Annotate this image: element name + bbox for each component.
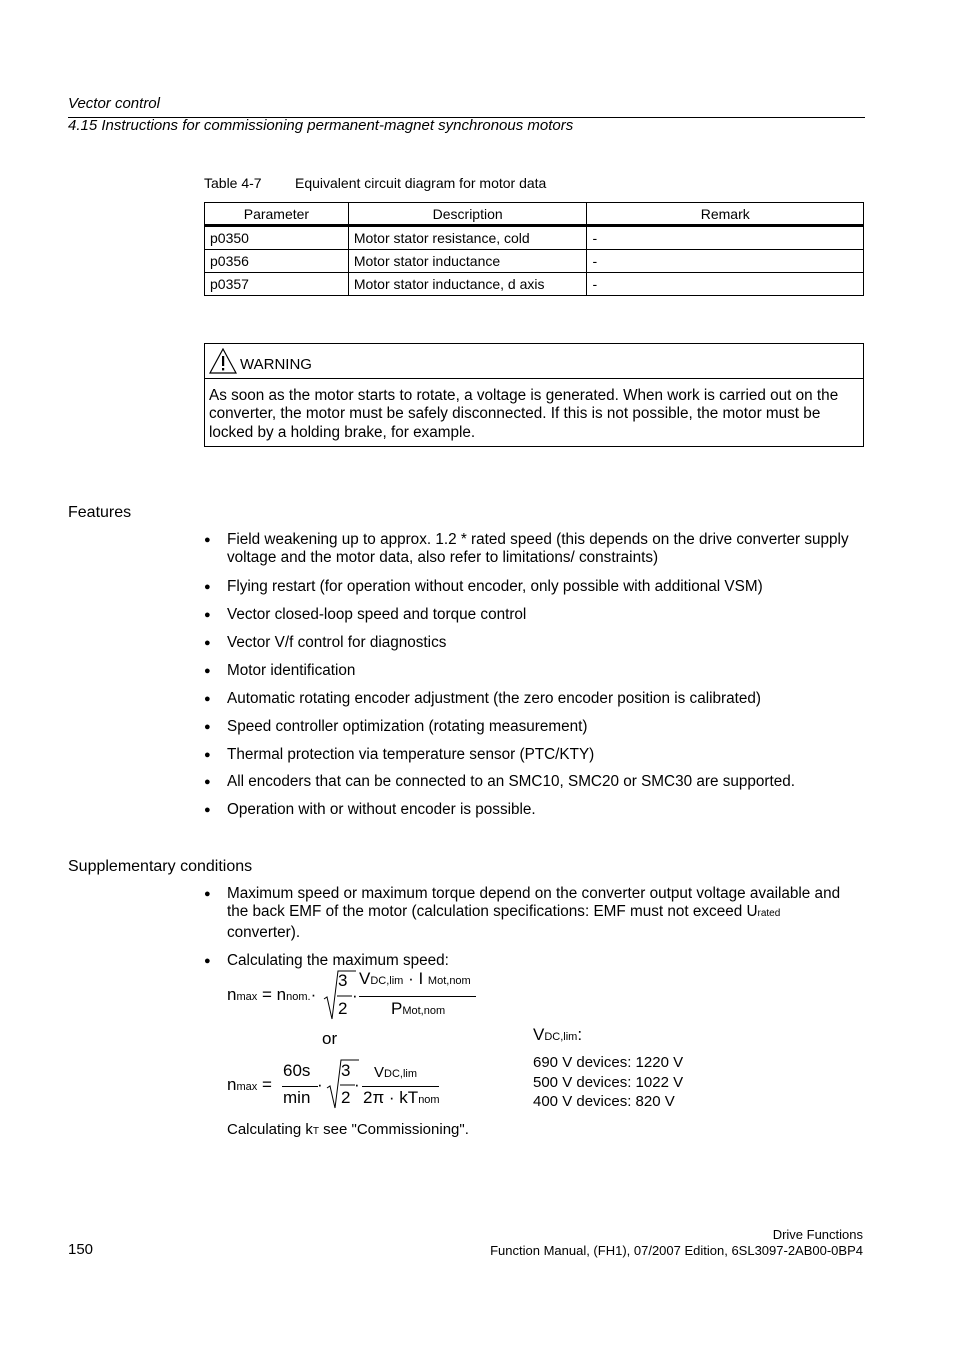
sqrt-numerator: 3 xyxy=(341,1061,351,1080)
table-cell: Motor stator inductance, d axis xyxy=(348,273,587,296)
time-fraction-numerator: 60s xyxy=(283,1061,311,1080)
list-item: ● Operation with or without encoder is possible. xyxy=(204,801,854,819)
table-cell: Motor stator inductance xyxy=(348,250,587,273)
warning-header xyxy=(205,344,863,379)
column-header: Remark xyxy=(587,203,864,226)
list-item: ● Thermal protection via temperature sensor (PTC/KTY) xyxy=(204,746,854,764)
table-row xyxy=(205,273,864,296)
supplementary-list xyxy=(204,885,854,970)
list-item-text: converter). xyxy=(227,923,301,941)
features-list xyxy=(204,531,854,820)
time-fraction-denominator: min xyxy=(283,1088,311,1107)
footer-doc-title: Drive Functions xyxy=(772,1227,863,1242)
table-cell: - xyxy=(587,226,864,250)
fraction-numerator: VDC,lim xyxy=(374,1064,418,1081)
list-item: ● Automatic rotating encoder adjustment (the zero encoder position is calibrated) xyxy=(204,690,854,708)
table-cell: - xyxy=(587,250,864,273)
sqrt-numerator: 3 xyxy=(338,971,348,990)
fraction-numerator: VDC,lim · I Mot,nom xyxy=(359,969,471,988)
kt-note: Calculating kT see "Commissioning". xyxy=(227,1121,469,1138)
or-label: or xyxy=(322,1029,338,1048)
multiply-dot: · xyxy=(352,986,358,1005)
features-heading: Features xyxy=(68,504,132,521)
vdc-value: 500 V devices: 1022 V xyxy=(533,1073,684,1091)
table-caption-label: Table 4-7 xyxy=(204,175,262,191)
formula-1-lhs: nmax = nnom.· xyxy=(227,985,317,1004)
table-header-row xyxy=(205,203,864,226)
running-header-title: Vector control xyxy=(68,95,160,112)
list-item xyxy=(204,885,854,942)
table-cell: p0357 xyxy=(205,273,349,296)
vdc-value: 400 V devices: 820 V xyxy=(533,1093,675,1110)
column-header: Description xyxy=(348,203,587,226)
table-cell: - xyxy=(587,273,864,296)
list-item: ● Speed controller optimization (rotating measurement) xyxy=(204,718,854,736)
page-number: 150 xyxy=(68,1241,94,1258)
list-item: ● Field weakening up to approx. 1.2 * rated speed (this depends on the drive converter supply voltage and the motor data, also refer to limitations/ constraints) xyxy=(204,531,854,568)
vdc-value: 690 V devices: 1220 V xyxy=(533,1054,684,1071)
list-item: ● Motor identification xyxy=(204,662,854,680)
warning-box xyxy=(204,343,864,447)
list-item: ● Calculating the maximum speed: xyxy=(204,952,854,970)
table-row xyxy=(205,226,864,250)
fraction-denominator: 2π · kTnom xyxy=(363,1088,440,1107)
vdc-lim-label: VDC,lim: xyxy=(533,1025,583,1044)
list-item: ● Flying restart (for operation without encoder, only possible with additional VSM) xyxy=(204,578,854,596)
motor-data-table xyxy=(204,202,864,296)
list-item: ● Vector closed-loop speed and torque control xyxy=(204,606,854,624)
table-caption xyxy=(204,175,546,191)
warning-text: As soon as the motor starts to rotate, a voltage is generated. When work is carried out on the converter, the motor must be safely disconnected. If this is not possible, the motor must be locked by a holding brake, for example. xyxy=(209,387,839,441)
table-caption-text: Equivalent circuit diagram for motor data xyxy=(295,175,547,191)
fraction-denominator: PMot,nom xyxy=(391,999,446,1018)
table-cell: p0350 xyxy=(205,226,349,250)
fraction-bar xyxy=(362,1086,439,1087)
table-cell: p0356 xyxy=(205,250,349,273)
multiply-dot: · xyxy=(317,1075,323,1094)
multiply-dot: · xyxy=(354,1075,360,1094)
running-header-subtitle: 4.15 Instructions for commissioning permanent-magnet synchronous motors xyxy=(68,117,574,134)
table-row xyxy=(205,250,864,273)
fraction-bar xyxy=(282,1086,318,1087)
sqrt-denominator: 2 xyxy=(338,999,348,1018)
supplementary-heading: Supplementary conditions xyxy=(68,858,253,875)
formula-2-lhs: nmax = xyxy=(227,1075,272,1094)
list-item: ● All encoders that can be connected to an SMC10, SMC20 or SMC30 are supported. xyxy=(204,773,854,791)
warning-label: WARNING xyxy=(240,356,312,373)
sqrt-denominator: 2 xyxy=(341,1088,351,1107)
vdc-lim-values xyxy=(533,1053,683,1112)
column-header: Parameter xyxy=(205,203,349,226)
table-cell: Motor stator resistance, cold xyxy=(348,226,587,250)
list-item: ● Vector V/f control for diagnostics xyxy=(204,634,854,652)
footer-doc-info: Function Manual, (FH1), 07/2007 Edition, 6SL3097-2AB00-0BP4 xyxy=(490,1243,863,1258)
subscript: rated xyxy=(757,908,781,920)
list-item-text: Maximum speed or maximum torque depend on the converter output voltage available and the back EMF of the motor (calculation specifications: EMF must not exceed U xyxy=(227,885,841,921)
fraction-bar xyxy=(359,996,476,997)
warning-triangle-icon xyxy=(209,348,237,374)
